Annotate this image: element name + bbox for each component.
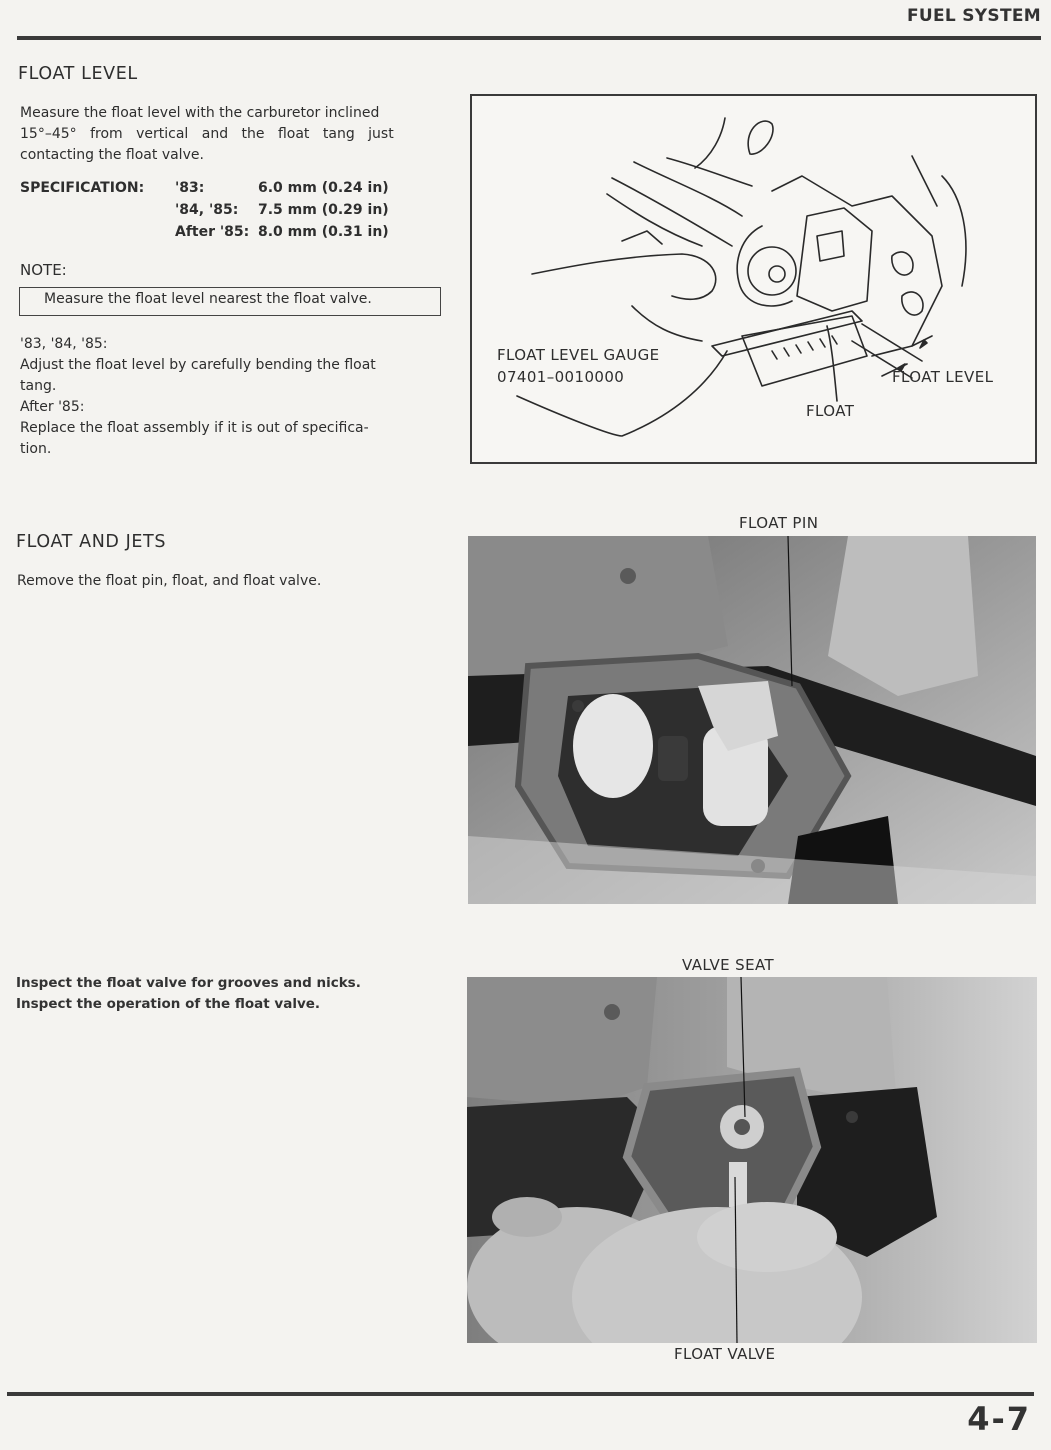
remove-instruction: Remove the float pin, float, and float valve. xyxy=(17,573,322,589)
page-number: 4-7 xyxy=(967,1400,1031,1438)
adjust-line: tang. xyxy=(20,378,57,394)
inspect-line: Inspect the operation of the float valve. xyxy=(16,996,321,1012)
spec-value: 6.0 mm (0.24 in) xyxy=(258,180,389,196)
spec-value: 7.5 mm (0.29 in) xyxy=(258,202,389,218)
spec-year: After '85: xyxy=(175,224,250,240)
gauge-label: FLOAT LEVEL GAUGE xyxy=(497,346,660,364)
section-header: FUEL SYSTEM xyxy=(906,6,1041,26)
replace-line: Replace the float assembly if it is out of specifica- xyxy=(20,420,369,436)
intro-line: 15°–45° from vertical and the float tang just xyxy=(20,126,394,142)
specification-block xyxy=(20,180,440,246)
intro-line: contacting the float valve. xyxy=(20,147,204,163)
float-valve-callout: FLOAT VALVE xyxy=(674,1345,776,1363)
note-label: NOTE: xyxy=(20,261,67,279)
valve-seat-callout: VALVE SEAT xyxy=(682,956,775,974)
replace-line: tion. xyxy=(20,441,52,457)
float-level-intro xyxy=(20,103,437,166)
float-level-figure xyxy=(470,94,1037,464)
note-text: Measure the float level nearest the float valve. xyxy=(44,291,372,307)
adjust-instructions xyxy=(20,334,437,460)
spec-value: 8.0 mm (0.31 in) xyxy=(258,224,389,240)
float-pin-photo xyxy=(468,536,1036,904)
years-label: After '85: xyxy=(20,399,85,415)
float-level-heading: FLOAT LEVEL xyxy=(18,64,138,84)
carburetor-float-photo xyxy=(468,536,1036,904)
inspect-instructions xyxy=(16,973,361,1015)
spec-year: '84, '85: xyxy=(175,202,239,218)
top-rule xyxy=(17,36,1041,40)
spec-year: '83: xyxy=(175,180,205,196)
spec-label: SPECIFICATION: xyxy=(20,180,145,196)
float-level-label: FLOAT LEVEL xyxy=(892,368,994,386)
carburetor-gauge-drawing xyxy=(472,96,1035,462)
float-label: FLOAT xyxy=(806,402,855,420)
gauge-part-number: 07401–0010000 xyxy=(497,368,625,386)
note-box xyxy=(19,287,441,316)
bottom-rule xyxy=(7,1392,1034,1396)
intro-line: Measure the float level with the carburetor inclined xyxy=(20,105,380,121)
float-and-jets-heading: FLOAT AND JETS xyxy=(16,532,167,552)
years-label: '83, '84, '85: xyxy=(20,336,108,352)
float-valve-photo xyxy=(467,977,1037,1343)
adjust-line: Adjust the float level by carefully bending the float xyxy=(20,357,376,373)
carburetor-valve-photo xyxy=(467,977,1037,1343)
inspect-line: Inspect the float valve for grooves and nicks. xyxy=(16,975,361,991)
float-pin-callout: FLOAT PIN xyxy=(739,514,819,532)
